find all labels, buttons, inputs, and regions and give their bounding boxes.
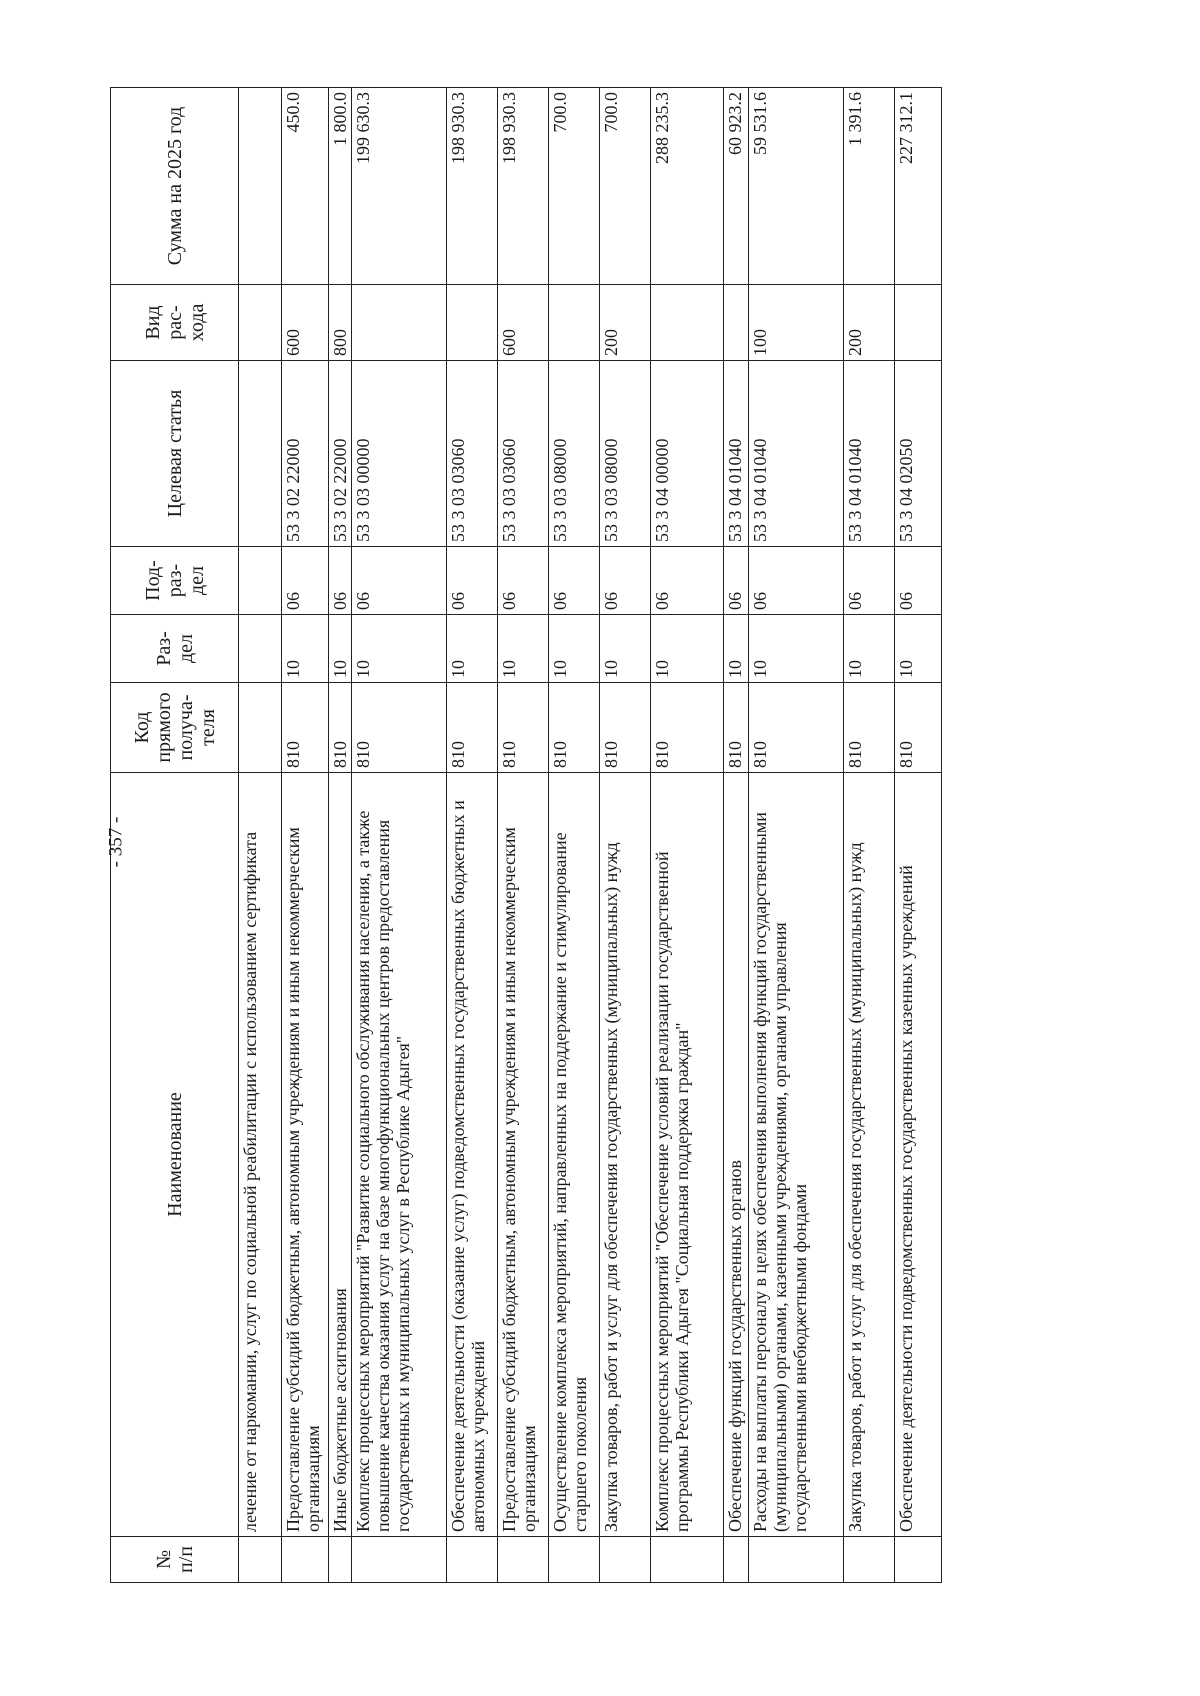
cell-razdel: 10 [749, 615, 844, 683]
cell-name: Расходы на выплаты персоналу в целях обеспечения выполнения функций государственными (муниципальными) органами, казенными учреждениями, органами управления государственными внебюджетными фондами [749, 773, 844, 1537]
cell-name: Иные бюджетные ассигнования [329, 773, 352, 1537]
cell-razdel: 10 [498, 615, 549, 683]
cell-podrazdel: 06 [329, 547, 352, 615]
cell-sum: 60 923.2 [724, 88, 749, 285]
header-code: Код прямого получа-теля [111, 683, 239, 773]
cell-target: 53 3 04 00000 [651, 361, 724, 547]
cell-sum: 1 391.6 [844, 88, 895, 285]
cell-code: 810 [447, 683, 498, 773]
header-sum: Сумма на 2025 год [111, 88, 239, 285]
table-row [844, 88, 895, 1583]
table-row [749, 88, 844, 1583]
cell-target: 53 3 03 08000 [600, 361, 651, 547]
cell-razdel: 10 [282, 615, 329, 683]
cell-n [600, 1537, 651, 1583]
cell-podrazdel: 06 [282, 547, 329, 615]
cell-podrazdel: 06 [600, 547, 651, 615]
cell-name: Предоставление субсидий бюджетным, автономным учреждениям и иным некоммерческим организациям [498, 773, 549, 1537]
cell-podrazdel [239, 547, 282, 615]
cell-name: Обеспечение деятельности подведомственных государственных казенных учреждений [895, 773, 942, 1537]
cell-name: Обеспечение деятельности (оказание услуг) подведомственных государственных бюджетных и автономных учреждений [447, 773, 498, 1537]
table-row [329, 88, 352, 1583]
cell-n [282, 1537, 329, 1583]
table-row [724, 88, 749, 1583]
cell-sum: 59 531.6 [749, 88, 844, 285]
cell-razdel: 10 [352, 615, 447, 683]
cell-podrazdel: 06 [844, 547, 895, 615]
cell-vid [651, 285, 724, 361]
budget-table-container [110, 88, 1192, 1583]
cell-name: Закупка товаров, работ и услуг для обеспечения государственных (муниципальных) нужд [844, 773, 895, 1537]
cell-razdel: 10 [844, 615, 895, 683]
cell-sum: 227 312.1 [895, 88, 942, 285]
cell-code: 810 [895, 683, 942, 773]
cell-code: 810 [844, 683, 895, 773]
cell-vid: 200 [844, 285, 895, 361]
cell-n [329, 1537, 352, 1583]
cell-podrazdel: 06 [352, 547, 447, 615]
cell-n [447, 1537, 498, 1583]
header-target: Целевая статья [111, 361, 239, 547]
cell-razdel [239, 615, 282, 683]
cell-target: 53 3 04 02050 [895, 361, 942, 547]
cell-n [352, 1537, 447, 1583]
cell-sum: 288 235.3 [651, 88, 724, 285]
cell-code: 810 [724, 683, 749, 773]
cell-name: Закупка товаров, работ и услуг для обеспечения государственных (муниципальных) нужд [600, 773, 651, 1537]
cell-n [651, 1537, 724, 1583]
cell-vid [352, 285, 447, 361]
cell-podrazdel: 06 [895, 547, 942, 615]
cell-podrazdel: 06 [498, 547, 549, 615]
cell-podrazdel: 06 [549, 547, 600, 615]
cell-razdel: 10 [329, 615, 352, 683]
cell-vid: 200 [600, 285, 651, 361]
cell-n [895, 1537, 942, 1583]
cell-podrazdel: 06 [447, 547, 498, 615]
cell-target: 53 3 04 01040 [749, 361, 844, 547]
table-row [895, 88, 942, 1583]
cell-code [239, 683, 282, 773]
table-header-row [111, 88, 239, 1583]
cell-code: 810 [282, 683, 329, 773]
cell-target: 53 3 02 22000 [329, 361, 352, 547]
cell-target: 53 3 03 03060 [498, 361, 549, 547]
cell-vid [239, 285, 282, 361]
table-row [498, 88, 549, 1583]
cell-n [549, 1537, 600, 1583]
cell-vid [447, 285, 498, 361]
budget-table [110, 87, 942, 1583]
cell-vid [549, 285, 600, 361]
cell-name: Комплекс процессных мероприятий "Развитие социального обслуживания населения, а также повышение качества оказания услуг на базе многофункциональных центров предоставления государственных и муниципальных услуг в Республике Адыгея" [352, 773, 447, 1537]
cell-podrazdel: 06 [724, 547, 749, 615]
table-row [447, 88, 498, 1583]
table-row [352, 88, 447, 1583]
cell-n [844, 1537, 895, 1583]
cell-sum: 700.0 [549, 88, 600, 285]
header-podrazdel: Под-раз-дел [111, 547, 239, 615]
cell-sum: 198 930.3 [447, 88, 498, 285]
cell-code: 810 [600, 683, 651, 773]
cell-razdel: 10 [724, 615, 749, 683]
header-razdel: Раз-дел [111, 615, 239, 683]
cell-n [749, 1537, 844, 1583]
cell-code: 810 [352, 683, 447, 773]
cell-name: Комплекс процессных мероприятий "Обеспечение условий реализации государственной программы Республики Адыгея "Социальная поддержка граждан" [651, 773, 724, 1537]
cell-vid [895, 285, 942, 361]
table-row [600, 88, 651, 1583]
cell-code: 810 [749, 683, 844, 773]
cell-vid: 600 [498, 285, 549, 361]
cell-name: Обеспечение функций государственных органов [724, 773, 749, 1537]
cell-razdel: 10 [549, 615, 600, 683]
cell-target: 53 3 04 01040 [844, 361, 895, 547]
header-vid: Вид рас-хода [111, 285, 239, 361]
cell-sum: 199 630.3 [352, 88, 447, 285]
cell-code: 810 [498, 683, 549, 773]
header-name: Наименование [111, 773, 239, 1537]
page-number-text: - 357 - [105, 816, 126, 868]
cell-code: 810 [329, 683, 352, 773]
cell-razdel: 10 [600, 615, 651, 683]
cell-n [498, 1537, 549, 1583]
cell-target [239, 361, 282, 547]
cell-podrazdel: 06 [651, 547, 724, 615]
cell-n [724, 1537, 749, 1583]
cell-sum [239, 88, 282, 285]
cell-vid: 100 [749, 285, 844, 361]
cell-code: 810 [651, 683, 724, 773]
table-row [549, 88, 600, 1583]
table-row [282, 88, 329, 1583]
cell-sum: 450.0 [282, 88, 329, 285]
cell-sum: 1 800.0 [329, 88, 352, 285]
cell-sum: 700.0 [600, 88, 651, 285]
cell-razdel: 10 [447, 615, 498, 683]
cell-name: Осуществление комплекса мероприятий, направленных на поддержание и стимулирование старшего поколения [549, 773, 600, 1537]
cell-code: 810 [549, 683, 600, 773]
cell-podrazdel: 06 [749, 547, 844, 615]
cell-target: 53 3 02 22000 [282, 361, 329, 547]
cell-vid: 600 [282, 285, 329, 361]
cell-name: Предоставление субсидий бюджетным, автономным учреждениям и иным некоммерческим организациям [282, 773, 329, 1537]
cell-vid: 800 [329, 285, 352, 361]
cell-n [239, 1537, 282, 1583]
cell-sum: 198 930.3 [498, 88, 549, 285]
cell-name: лечение от наркомании, услуг по социальной реабилитации с использованием сертификата [239, 773, 282, 1537]
cell-razdel: 10 [895, 615, 942, 683]
cell-target: 53 3 04 01040 [724, 361, 749, 547]
cell-target: 53 3 03 03060 [447, 361, 498, 547]
cell-razdel: 10 [651, 615, 724, 683]
table-row [651, 88, 724, 1583]
table-row [239, 88, 282, 1583]
cell-target: 53 3 03 08000 [549, 361, 600, 547]
cell-target: 53 3 03 00000 [352, 361, 447, 547]
cell-vid [724, 285, 749, 361]
header-n: № п/п [111, 1537, 239, 1583]
